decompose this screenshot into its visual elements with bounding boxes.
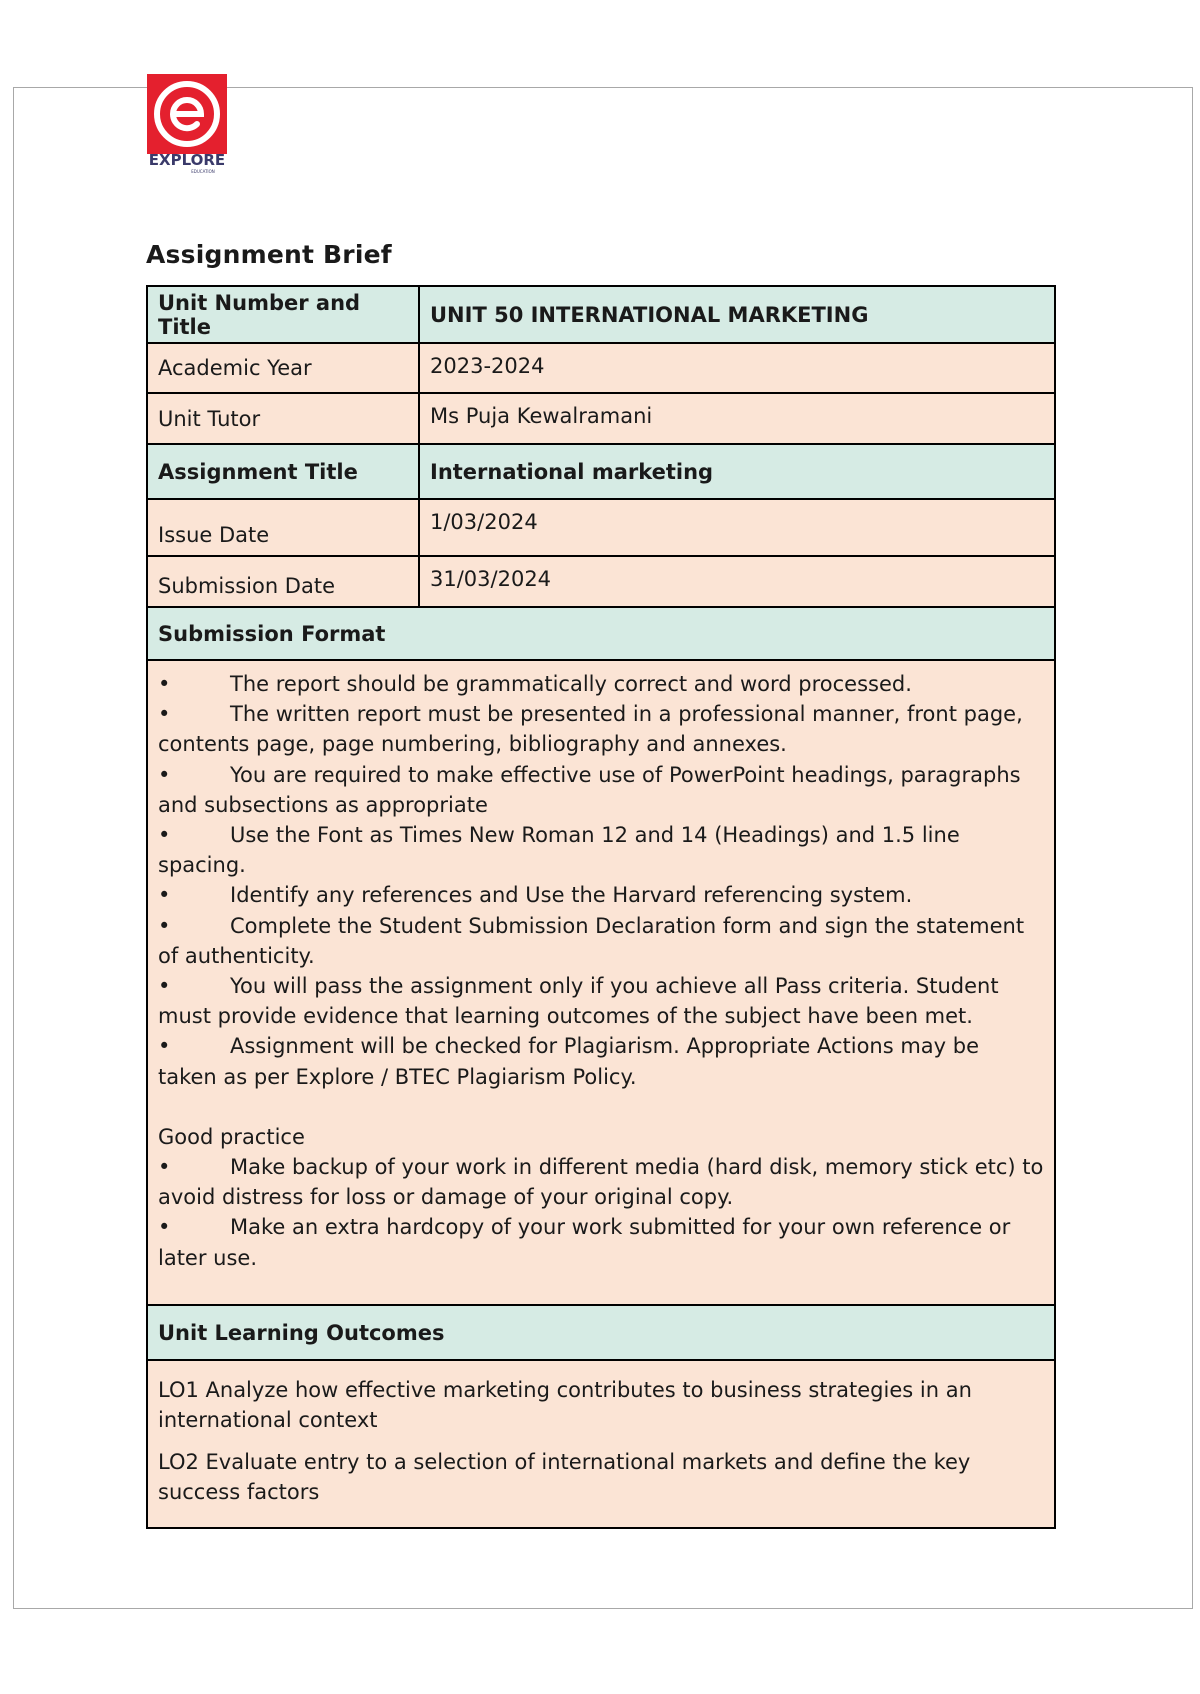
format-bullet: • You will pass the assignment only if you achieve all Pass criteria. Student must provide evidence that learning outcomes of the subject have been met. [158,971,1044,1031]
bullet-icon: • [158,1155,171,1180]
document-title: Assignment Brief [146,240,392,269]
issue-date-row [147,499,1055,556]
issue-date-value: 1/03/2024 [419,499,1055,556]
bullet-icon: • [158,883,171,908]
bullet-icon: • [158,1215,171,1240]
academic-year-value: 2023-2024 [419,343,1055,393]
learning-outcomes-heading: Unit Learning Outcomes [147,1305,1055,1360]
unit-value: UNIT 50 INTERNATIONAL MARKETING [419,286,1055,343]
bullet-icon: • [158,913,171,938]
submission-format-header-row [147,607,1055,660]
submission-date-value: 31/03/2024 [419,556,1055,607]
good-practice-bullet: • Make backup of your work in different media (hard disk, memory stick etc) to avoid distress for loss or damage of your original copy. [158,1152,1044,1212]
assignment-title-row [147,444,1055,499]
submission-date-row [147,556,1055,607]
format-bullet: • The written report must be presented in a professional manner, front page, contents page, page numbering, bibliography and annexes. [158,699,1044,759]
submission-date-label: Submission Date [147,556,419,607]
tutor-row [147,393,1055,444]
tutor-label: Unit Tutor [147,393,419,444]
bullet-icon: • [158,672,171,696]
learning-outcomes-content [147,1360,1055,1528]
good-practice-heading: Good practice [158,1124,305,1149]
learning-outcomes-body-row [147,1360,1055,1528]
format-bullet: • Assignment will be checked for Plagiarism. Appropriate Actions may be taken as per Explore / BTEC Plagiarism Policy. [158,1031,1044,1091]
unit-label: Unit Number and Title [147,286,419,343]
submission-format-content [147,660,1055,1305]
bullet-icon: • [158,762,171,787]
submission-format-body-row [147,660,1055,1305]
bullet-icon: • [158,1034,171,1059]
logo-sub-text: EDUCATION [191,169,215,174]
bullet-icon: • [158,823,171,848]
learning-outcomes-header-row [147,1305,1055,1360]
academic-year-row [147,343,1055,393]
learning-outcome-item: LO2 Evaluate entry to a selection of international markets and define the key success factors [158,1450,971,1504]
format-bullet: • Use the Font as Times New Roman 12 and 14 (Headings) and 1.5 line spacing. [158,820,1044,880]
unit-row [147,286,1055,343]
issue-date-label: Issue Date [147,499,419,556]
explore-education-logo [147,74,227,174]
logo-brand-text: EXPLORE [148,151,226,169]
format-bullet: • You are required to make effective use of PowerPoint headings, paragraphs and subsections as appropriate [158,760,1044,820]
assignment-brief-table [146,285,1056,1529]
good-practice-bullet: • Make an extra hardcopy of your work submitted for your own reference or later use. [158,1212,1044,1272]
learning-outcome-item: LO1 Analyze how effective marketing contributes to business strategies in an international context [158,1378,972,1432]
tutor-value: Ms Puja Kewalramani [419,393,1055,444]
bullet-icon: • [158,702,171,727]
format-bullet: • The report should be grammatically correct and word processed. [158,669,1044,699]
format-bullet: • Identify any references and Use the Harvard referencing system. [158,880,1044,910]
bullet-icon: • [158,974,171,999]
submission-format-heading: Submission Format [147,607,1055,660]
academic-year-label: Academic Year [147,343,419,393]
format-bullet: • Complete the Student Submission Declaration form and sign the statement of authenticity. [158,911,1044,971]
assignment-title-value: International marketing [419,444,1055,499]
assignment-title-label: Assignment Title [147,444,419,499]
